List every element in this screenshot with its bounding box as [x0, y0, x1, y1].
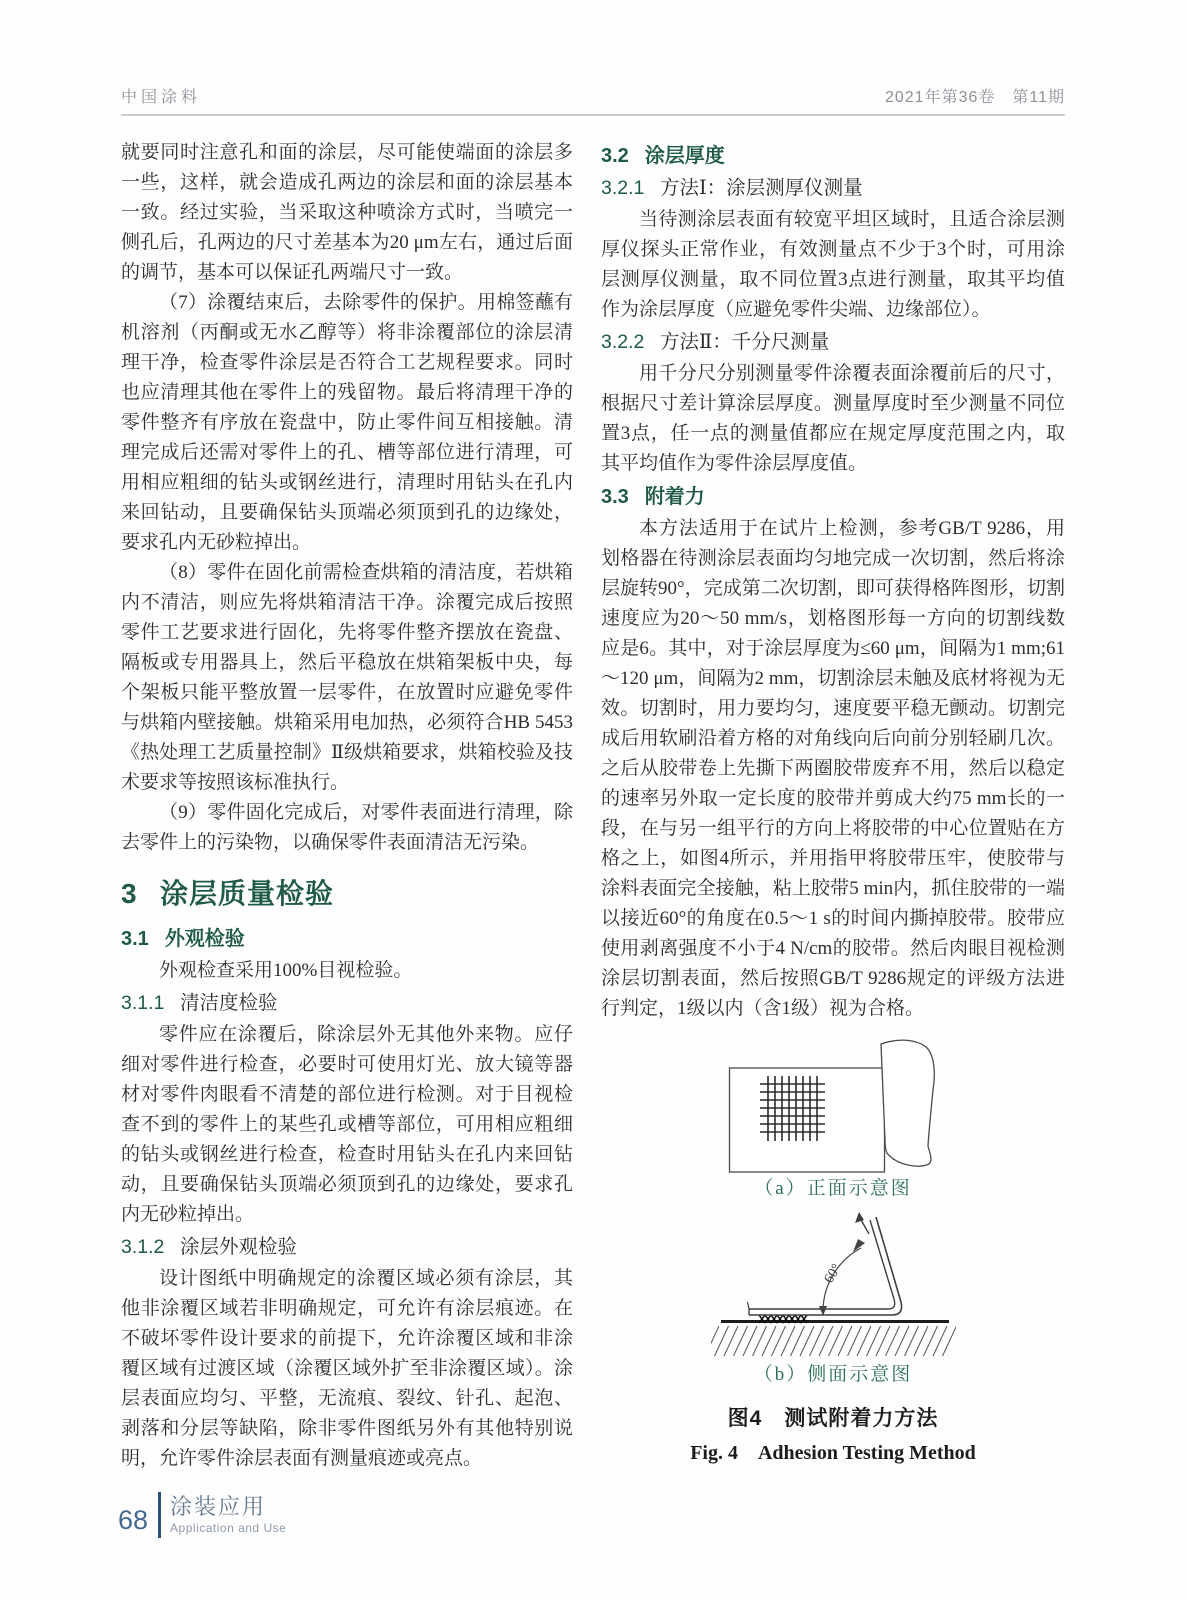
- substrate-hatching: [711, 1326, 956, 1356]
- section-number: 3.3: [601, 486, 629, 508]
- section-title: 附着力: [644, 486, 705, 508]
- section-title: 涂层外观检验: [179, 1237, 297, 1258]
- subsection-heading-3-1-2: [121, 1232, 573, 1263]
- paragraph: 本方法适用于在试片上检测，参考GB/T 9286，用划格器在待测涂层表面均匀地完成一次切割，然后将涂层旋转90°，完成第二次切割，即可获得格阵图形，切割速度应为20～50 mm/s，划格图形每一方向的切割线数应是6。其中，对于涂层厚度为≤60 μm，间隔为1 mm;61～120 μm，间隔为2 mm，切割涂层未触及底材将视为无效。切割时，用力要均匀，速度要平稳无颤动。切割完成后用软刷沿着方格的对角线向后向前分别轻刷几次。之后从胶带卷上先撕下两圈胶带废弃不用，然后以稳定的速率另外取一定长度的胶带并剪成大约75 mm长的一段，在与另一组平行的方向上将胶带的中心位置贴在方格之上，如图4所示，并用指甲将胶带压牢，使胶带与涂料表面完全接触，粘上胶带5 min内，抓住胶带的一端以接近60°的角度在0.5～1 s的时间内撕掉胶带。胶带应使用剥离强度不小于4 N/cm的胶带。然后肉眼目视检测涂层切割表面，然后按照GB/T 9286规定的评级方法进行判定，1级以内（含1级）视为合格。: [601, 518, 1065, 1019]
- figure-a-caption: （a）正面示意图: [754, 1178, 912, 1199]
- subsection-heading-3-2-1: [601, 173, 1065, 204]
- tape-outer-edge: [749, 1217, 902, 1315]
- section-title: 方法Ⅰ：涂层测厚仪测量: [659, 178, 863, 199]
- footer-column-info: [170, 1494, 286, 1536]
- paragraph: 就要同时注意孔和面的涂层，尽可能使端面的涂层多一些，这样，就会造成孔两边的涂层和面的涂层基本一致。经过实验，当采取这种喷涂方式时，当喷完一侧孔后，孔两边的尺寸差基本为20 μm左右，通过后面的调节，基本可以保证孔两端尺寸一致。: [121, 142, 573, 283]
- paragraph: 外观检查采用100%目视检验。: [159, 960, 413, 981]
- paragraph: 设计图纸中明确规定的涂覆区域必须有涂层，其他非涂覆区域若非明确规定，可允许有涂层痕迹。在不破坏零件设计要求的前提下，允许涂覆区域和非涂覆区域有过渡区域（涂覆区域外扩至非涂覆区域）。涂层表面应均匀、平整，无流痕、裂纹、针孔、起泡、剥落和分层等缺陷，除非零件图纸另外有其他特别说明，允许零件涂层表面有测量痕迹或亮点。: [121, 1268, 573, 1469]
- paragraph: （9）零件固化完成后，对零件表面进行清理，除去零件上的污染物，以确保零件表面清洁无污染。: [121, 802, 573, 853]
- section-title: 清洁度检验: [179, 993, 278, 1014]
- footer-divider-bar: [158, 1492, 161, 1538]
- section-number: 3.2: [601, 145, 629, 167]
- left-column: [121, 138, 573, 1474]
- section-number: 3: [121, 878, 138, 909]
- figure-b-caption: （b）侧面示意图: [753, 1364, 913, 1385]
- paragraph: 用千分尺分别测量零件涂覆表面涂覆前后的尺寸，根据尺寸差计算涂层厚度。测量厚度时至少测量不同位置3点，任一点的测量值都应在规定厚度范围之内，取其平均值作为零件涂层厚度值。: [601, 363, 1065, 474]
- cut-grid-edge-patch: [759, 1315, 807, 1323]
- figure-b-wrap: [601, 1212, 1065, 1360]
- subsection-heading-3-2-2: [601, 327, 1065, 358]
- two-column-body: [121, 138, 1065, 1474]
- page-number: 68: [118, 1504, 149, 1535]
- section-title: 方法Ⅱ：千分尺测量: [659, 332, 830, 353]
- section-number: 3.2.2: [601, 331, 645, 353]
- footer-column-en: Application and Use: [170, 1521, 287, 1535]
- subsection-heading-3-3: [601, 482, 1065, 512]
- paragraph: （8）零件在固化前需检查烘箱的清洁度，若烘箱内不清洁，则应先将烘箱清洁干净。涂覆完成后按照零件工艺要求进行固化，先将零件整齐摆放在瓷盘、隔板或专用器具上，然后平稳放在烘箱架板中央，每个架板只能平整放置一层零件，在放置时应避免零件与烘箱内壁接触。烘箱采用电加热，必须符合HB 5453《热处理工艺质量控制》Ⅱ级烘箱要求，烘箱校验及技术要求等按照该标准执行。: [121, 562, 573, 793]
- paragraph: （7）涂覆结束后，去除零件的保护。用棉签蘸有机溶剂（丙酮或无水乙醇等）将非涂覆部位的涂层清理干净，检查零件涂层是否符合工艺规程要求。同时也应清理其他在零件上的残留物。最后将清理干净的零件整齐有序放在瓷盘中，防止零件间互相接触。清理完成后还需对零件上的孔、槽等部位进行清理，可用相应粗细的钻头或钢丝进行，清理时用钻头在孔内来回钻动，且要确保钻头顶端必须顶到孔的边缘处，要求孔内无砂粒掉出。: [121, 292, 573, 553]
- peeled-tape-flap: [881, 1040, 934, 1166]
- figure-a-front-view-diagram: [728, 1038, 938, 1174]
- page-header: [121, 84, 1065, 116]
- tape-inner-edge: [749, 1220, 895, 1309]
- section-number: 3.2.1: [601, 177, 645, 199]
- right-column: [601, 138, 1065, 1474]
- figure-4: [601, 1038, 1065, 1465]
- section-title: 外观检验: [164, 928, 245, 950]
- footer-column-zh: 涂装应用: [170, 1494, 267, 1519]
- figure-title-en: Fig. 4 Adhesion Testing Method: [690, 1442, 976, 1464]
- figure-b-side-view-diagram: [711, 1212, 956, 1360]
- arc-arrow-top: [853, 1239, 865, 1252]
- figure-title-zh: 图4 测试附着力方法: [727, 1407, 939, 1430]
- subsection-heading-3-1-1: [121, 988, 573, 1019]
- subsection-heading-3-1: [121, 924, 573, 954]
- paragraph: 零件应在涂覆后，除涂层外无其他外来物。应仔细对零件进行检查，必要时可使用灯光、放大镜等器材对零件肉眼看不清楚的部位进行检测。对于目视检查不到的零件上的某些孔或槽等部位，可用相应粗细的钻头或钢丝进行检查，检查时用钻头在孔内来回钻动，且要确保钻头顶端必须顶到孔的边缘处，要求孔内无砂粒掉出。: [121, 1024, 573, 1225]
- section-number: 3.1: [121, 928, 149, 950]
- section-title: 涂层质量检验: [159, 878, 334, 909]
- section-number: 3.1.2: [121, 1236, 165, 1258]
- tape-end-tick: [747, 1302, 749, 1309]
- paragraph: 当待测涂层表面有较宽平坦区域时，且适合涂层测厚仪探头正常作业，有效测量点不少于3个时，可用涂层测厚仪测量，取不同位置3点进行测量，取其平均值作为涂层厚度（应避免零件尖端、边缘部位）。: [601, 209, 1065, 320]
- section-heading-3: [121, 874, 573, 914]
- issue-info: 2021年第36卷 第11期: [884, 89, 1065, 106]
- section-title: 涂层厚度: [644, 145, 725, 167]
- page-footer: [118, 1492, 286, 1538]
- subsection-heading-3-2: [601, 141, 1065, 171]
- angle-label: 60°: [821, 1261, 845, 1287]
- journal-name: 中国涂料: [121, 89, 202, 106]
- substrate-line: [721, 1320, 949, 1323]
- section-number: 3.1.1: [121, 992, 165, 1014]
